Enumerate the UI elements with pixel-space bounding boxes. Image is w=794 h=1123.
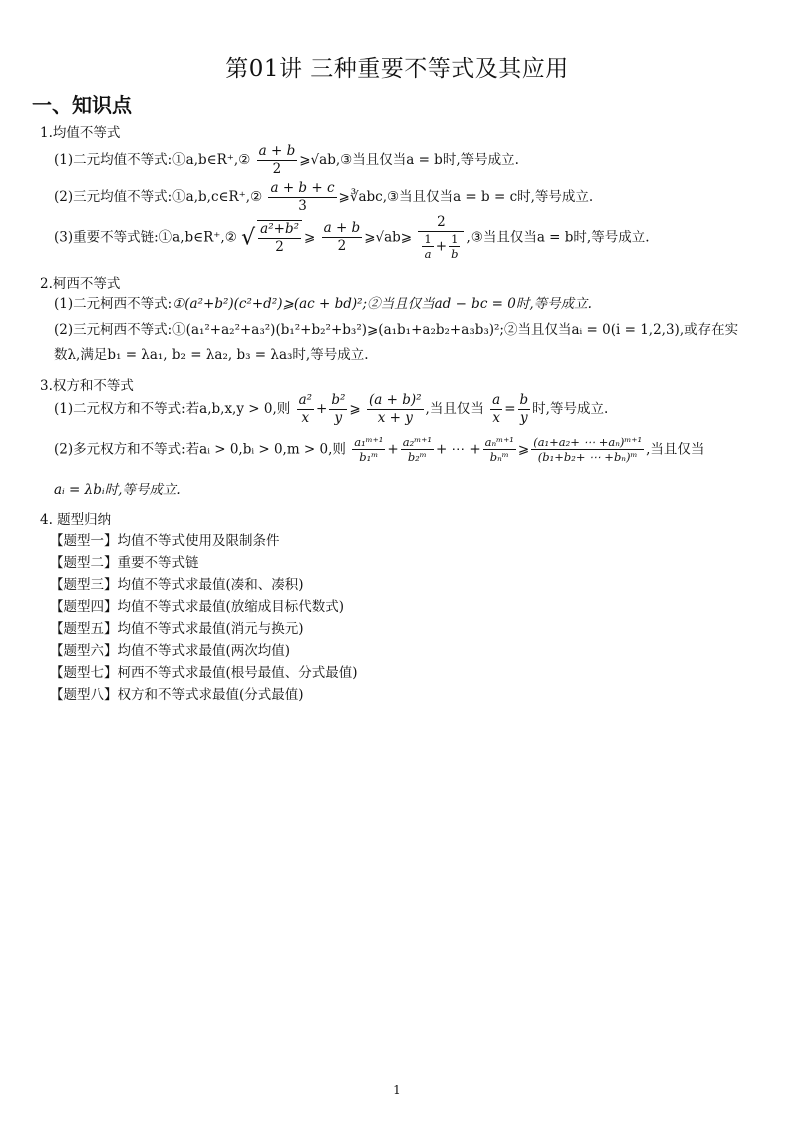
condition-text: 若a,b,x,y > 0,则 [185, 400, 291, 417]
geq-symbol: ⩾ [304, 229, 316, 246]
fraction-denominator: bₙᵐ [489, 450, 509, 465]
fraction [531, 435, 644, 465]
formula-text: ⩾√ab⩾ [364, 229, 413, 246]
fraction [322, 220, 363, 255]
fraction-denominator: b₂ᵐ [407, 450, 427, 465]
formula-text: 时,等号成立. [532, 400, 609, 417]
fraction [268, 180, 336, 215]
fraction-denominator: x [301, 409, 310, 426]
sqrt-sign: √ [241, 225, 256, 251]
fraction-numerator: a² [298, 392, 313, 408]
fraction-denominator: y [334, 409, 343, 426]
fraction [483, 435, 516, 465]
formula-text: + ⋯ + [435, 441, 481, 458]
line-label: (3)重要不等式链: [54, 229, 159, 246]
problem-type-item: 【题型一】均值不等式使用及限制条件 [50, 533, 280, 549]
subsection-heading-power-sum: 3.权方和不等式 [40, 378, 134, 394]
fraction-numerator: a [492, 392, 501, 408]
problem-type-item: 【题型二】重要不等式链 [50, 555, 199, 571]
subsection-heading-mean: 1.均值不等式 [40, 125, 121, 141]
fraction-numerator: b [519, 392, 529, 408]
fraction [329, 392, 347, 427]
fraction-numerator: 2 [418, 214, 464, 232]
fraction-numerator: a₂ᵐ⁺¹ [402, 435, 432, 449]
condition-text: ①a,b,c∈R⁺,② [172, 188, 263, 205]
fraction-denominator: x [492, 409, 500, 426]
problem-type-item: 【题型七】柯西不等式求最值(根号最值、分式最值) [50, 665, 358, 681]
fraction-denominator: (b₁+b₂+ ⋯ +bₙ)ᵐ [537, 450, 638, 465]
condition-text: 若aᵢ > 0,bᵢ > 0,m > 0,则 [185, 441, 346, 458]
harmonic-fraction [418, 214, 464, 262]
formula-text: ①(a₁²+a₂²+a₃²)(b₁²+b₂²+b₃²)⩾(a₁b₁+a₂b₂+a₃b₃)²;②当且仅当aᵢ = 0(i = 1,2,3),或存在实 [172, 322, 739, 338]
fraction [518, 392, 531, 427]
problem-type-item: 【题型五】均值不等式求最值(消元与换元) [50, 621, 304, 637]
formula-text: ⩾∛abc,③当且仅当a = b = c时,等号成立. [338, 188, 594, 205]
problem-type-list [50, 530, 358, 706]
problem-type-item: 【题型四】均值不等式求最值(放缩成目标代数式) [50, 599, 345, 615]
fraction-numerator: aₙᵐ⁺¹ [484, 435, 514, 449]
problem-type-item: 【题型八】权方和不等式求最值(分式最值) [50, 687, 304, 703]
fraction-numerator: b² [331, 392, 346, 408]
line-label: (2)三元柯西不等式: [54, 322, 173, 338]
formula-text: ,③当且仅当a = b时,等号成立. [466, 229, 650, 246]
fraction-numerator: a + b [258, 143, 296, 159]
fraction-denominator: 2 [337, 238, 347, 255]
formula-line-continuation: 数λ,满足b₁ = λa₁, b₂ = λa₂, b₃ = λa₃时,等号成立. [54, 347, 369, 363]
section-heading: 一、知识点 [32, 93, 132, 117]
formula-text: ①(a²+b²)(c²+d²)⩾(ac + bd)²;②当且仅当ad − bc = 0时,等号成立. [172, 296, 592, 312]
fraction-denominator: x + y [377, 409, 413, 426]
fraction-denominator: y [520, 409, 528, 426]
fraction [401, 435, 434, 465]
subsection-heading-types: 4. 题型归纳 [40, 512, 112, 528]
fraction [297, 392, 314, 427]
fraction-denominator: 3 [298, 197, 307, 214]
fraction-denominator: 2 [275, 238, 284, 255]
fraction-numerator: (a₁+a₂+ ⋯ +aₙ)ᵐ⁺¹ [533, 435, 643, 449]
fraction-denominator: $\frac{1}{a}$ + $\frac{1}{b}$ [424, 231, 459, 262]
problem-type-item: 【题型六】均值不等式求最值(两次均值) [50, 643, 291, 659]
line-label: (1)二元柯西不等式: [54, 296, 173, 312]
formula-line-binary-mean [54, 143, 519, 178]
fraction-numerator: (a + b)² [369, 392, 422, 408]
formula-line-ternary-cauchy [54, 318, 738, 338]
fraction-numerator: a₁ᵐ⁺¹ [354, 435, 384, 449]
formula-line-continuation: aᵢ = λbᵢ时,等号成立. [54, 482, 181, 498]
fraction-numerator: a + b [323, 220, 361, 237]
condition-text: ①a,b∈R⁺,② [172, 151, 251, 168]
subsection-heading-cauchy: 2.柯西不等式 [40, 276, 121, 292]
fraction-denominator: b₁ᵐ [359, 450, 379, 465]
fraction-numerator: a²+b² [260, 220, 299, 237]
line-label: (2)多元权方和不等式: [54, 441, 186, 458]
formula-line-ternary-mean [54, 180, 593, 215]
condition-text: ①a,b∈R⁺,② [158, 229, 237, 246]
fraction [490, 392, 502, 427]
fraction-denominator: 2 [272, 160, 282, 177]
problem-type-item: 【题型三】均值不等式求最值(凑和、凑积) [50, 577, 304, 593]
fraction [257, 143, 298, 178]
fraction [352, 435, 385, 465]
formula-line-binary-cauchy [54, 292, 592, 312]
fraction [367, 392, 424, 427]
sqrt-fraction [257, 220, 302, 256]
formula-text: ⩾√ab,③当且仅当a = b时,等号成立. [299, 151, 519, 168]
formula-line-binary-power-sum: (1)二元权方和不等式:若a,b,x,y > 0,则 $\frac{\text{a²}}{x}$ + $\frac{\text{b²}}{y}$ ⩾ $\frac{\text{(a + b)²}}{x + y}$ ,当且仅当 $\frac{a}{x}$ = $\frac{b}{y}$ 时,等号成立. [54, 392, 609, 426]
line-label: (1)二元权方和不等式: [54, 400, 186, 417]
formula-text: ,当且仅当 [425, 400, 484, 417]
page-number: 1 [393, 1083, 401, 1097]
formula-text: ,当且仅当 [646, 441, 705, 458]
line-label: (1)二元均值不等式: [54, 151, 173, 168]
page-title: 第01讲 三种重要不等式及其应用 [225, 56, 569, 82]
formula-line-inequality-chain [54, 214, 650, 262]
formula-line-multi-power-sum: (2)多元权方和不等式:若aᵢ > 0,bᵢ > 0,m > 0,则 $\frac{\text{a₁ᵐ⁺¹}}{\text{b₁ᵐ}}$ + $\frac{\text{a₂ᵐ⁺¹}}{\text{b₂ᵐ}}$ + ⋯ + $\frac{\text{aₙᵐ⁺¹}}{\text{bₙᵐ}}$ ⩾ $\frac{\text{(a₁+a₂+ ⋯ +aₙ)ᵐ⁺¹}}{\text{(b₁+b₂+ ⋯ +bₙ)ᵐ}}$ ,当且仅当 [54, 435, 705, 465]
geq-symbol: ⩾ [349, 400, 361, 417]
fraction-numerator: a + b + c [270, 180, 335, 196]
line-label: (2)三元均值不等式: [54, 188, 173, 205]
